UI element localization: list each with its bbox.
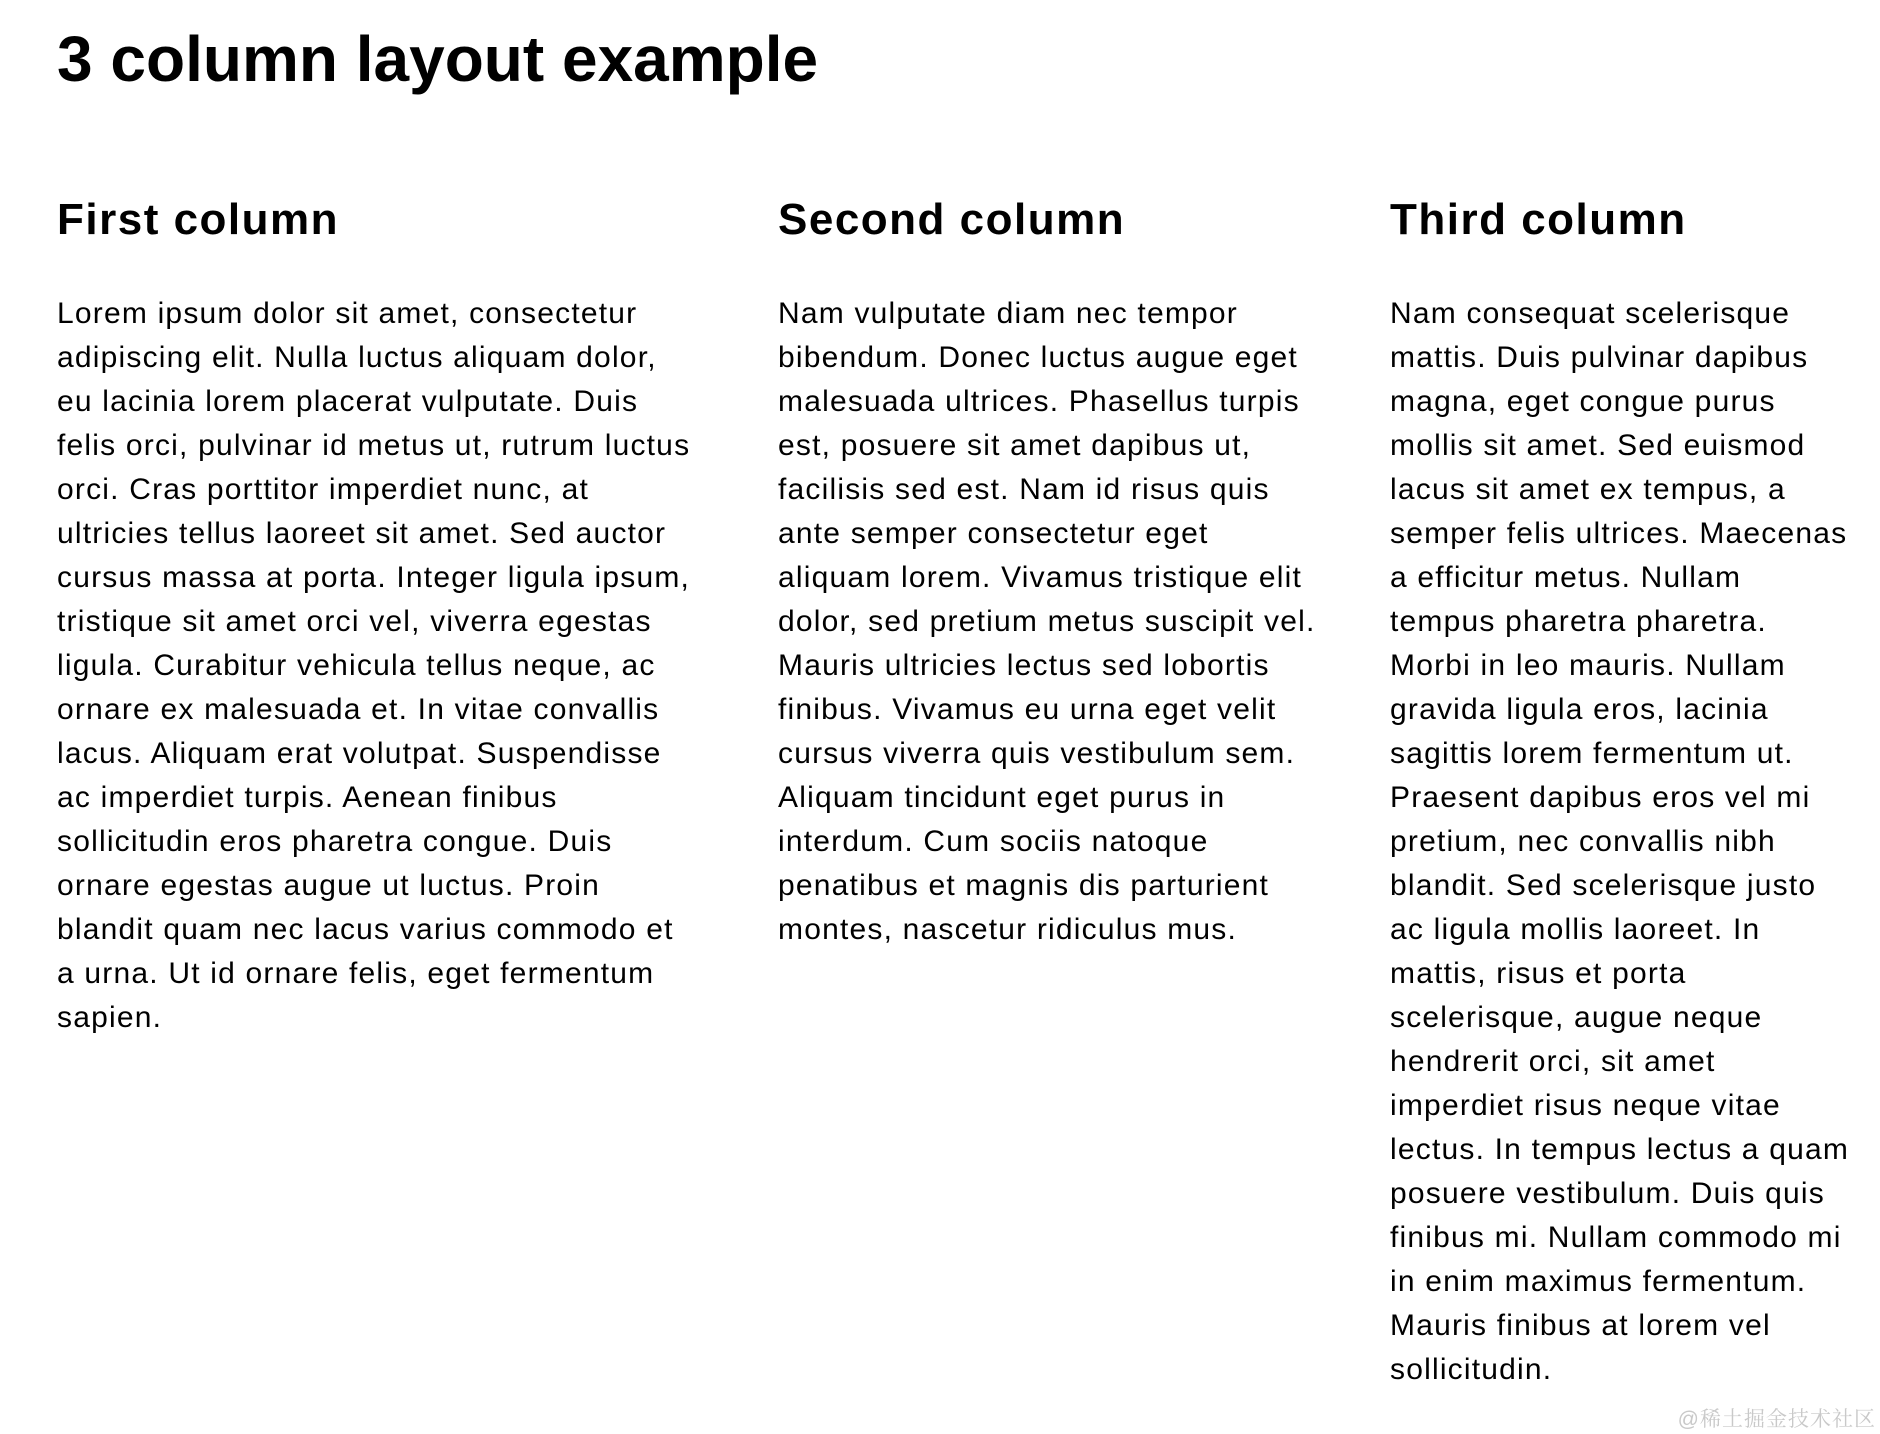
column-second-body: Nam vulputate diam nec tempor bibendum. Donec luctus augue eget malesuada ultrices. Phasellus turpis est, posuere sit amet dapibus ut, facilisis sed est. Nam id risus quis ante semper consectetur eget aliquam lorem. Vivamus tristique elit dolor, sed pretium metus suscipit vel. Mauris ultricies lectus sed lobortis finibus. Vivamus eu urna eget velit cursus viverra quis vestibulum sem. Aliquam tincidunt eget purus in interdum. Cum sociis natoque penatibus et magnis dis parturient montes, nascetur ridiculus mus. (778, 297, 1316, 947)
column-second (778, 195, 1323, 953)
watermark: @稀土掘金技术社区 (1677, 1407, 1876, 1431)
page-title: 3 column layout example (57, 23, 819, 95)
column-third (1390, 195, 1850, 1393)
column-first-body: Lorem ipsum dolor sit amet, consectetur adipiscing elit. Nulla luctus aliquam dolor, eu lacinia lorem placerat vulputate. Duis felis orci, pulvinar id metus ut, rutrum luctus orci. Cras porttitor imperdiet nunc, at ultricies tellus laoreet sit amet. Sed auctor cursus massa at porta. Integer ligula ipsum, tristique sit amet orci vel, viverra egestas ligula. Curabitur vehicula tellus neque, ac ornare ex malesuada et. In vitae convallis lacus. Aliquam erat volutpat. Suspendisse ac imperdiet turpis. Aenean finibus sollicitudin eros pharetra congue. Duis ornare egestas augue ut luctus. Proin blandit quam nec lacus varius commodo et a urna. Ut id ornare felis, eget fermentum sapien. (57, 297, 691, 1035)
column-second-heading: Second column (778, 194, 1126, 244)
column-first (57, 195, 697, 1041)
column-third-heading: Third column (1390, 194, 1687, 244)
column-third-body: Nam consequat scelerisque mattis. Duis pulvinar dapibus magna, eget congue purus mollis sit amet. Sed euismod lacus sit amet ex tempus, a semper felis ultrices. Maecenas a efficitur metus. Nullam tempus pharetra pharetra. Morbi in leo mauris. Nullam gravida ligula eros, lacinia sagittis lorem fermentum ut. Praesent dapibus eros vel mi pretium, nec convallis nibh blandit. Sed scelerisque justo ac ligula mollis laoreet. In mattis, risus et porta scelerisque, augue neque hendrerit orci, sit amet imperdiet risus neque vitae lectus. In tempus lectus a quam posuere vestibulum. Duis quis finibus mi. Nullam commodo mi in enim maximus fermentum. Mauris finibus at lorem vel sollicitudin. (1390, 297, 1850, 1387)
column-first-heading: First column (57, 194, 340, 244)
columns-container (57, 195, 1880, 1393)
